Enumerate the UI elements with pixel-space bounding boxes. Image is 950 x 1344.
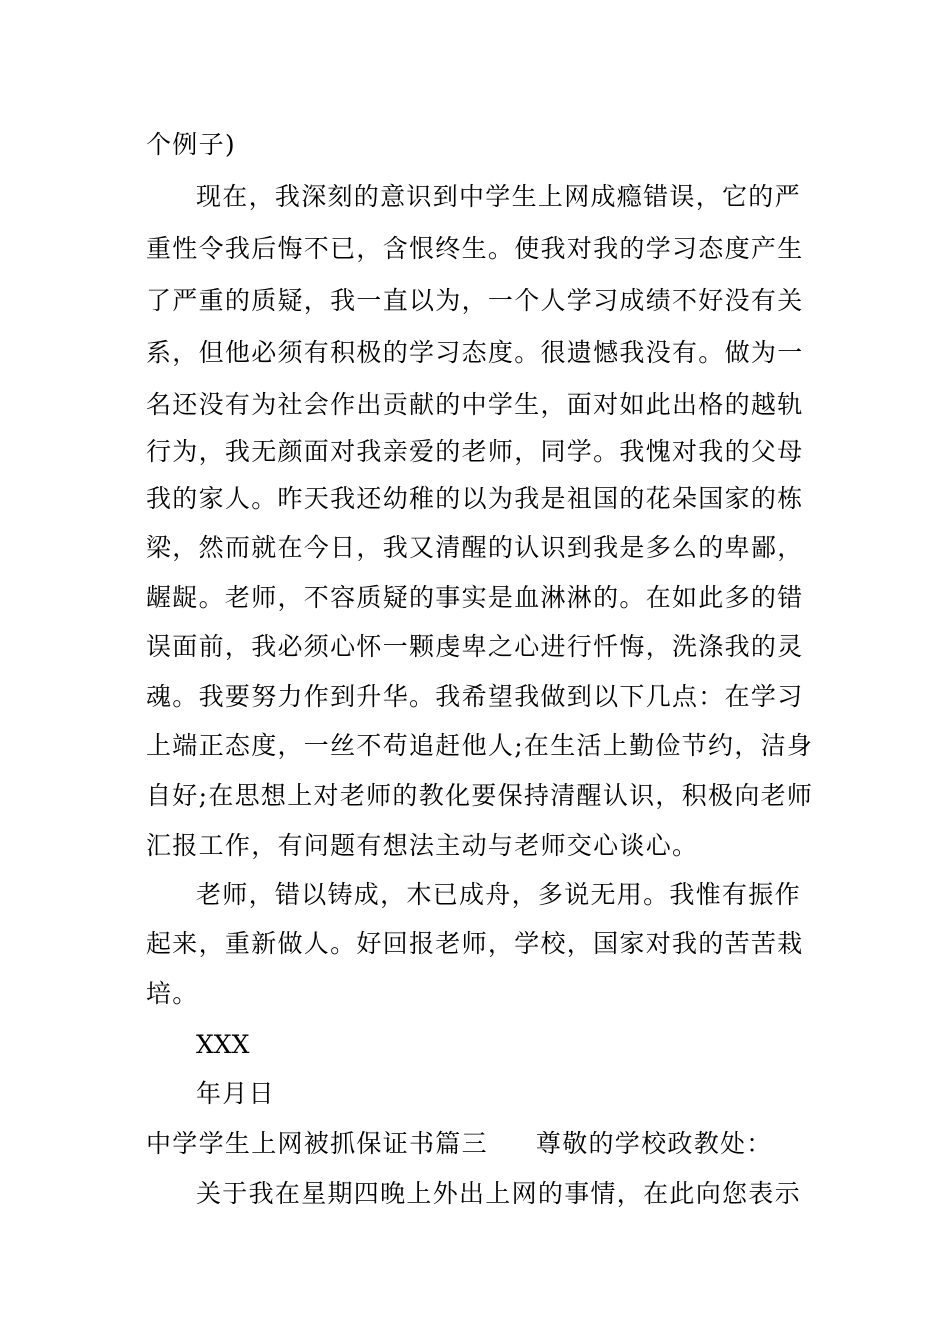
text-line: 龌龊。老师，不容质疑的事实是血淋淋的。在如此多的错 [146, 583, 804, 612]
text-line: 魂。我要努力作到升华。我希望我做到以下几点：在学习 [146, 682, 804, 711]
text-line: 个例子) [146, 130, 236, 159]
text-line: 起来，重新做人。好回报老师，学校，国家对我的苦苦栽 [146, 929, 804, 958]
text-line: 梁，然而就在今日，我又清醒的认识到我是多么的卑鄙， [146, 533, 804, 562]
text-line: 自好;在思想上对老师的教化要保持清醒认识，积极向老师 [146, 781, 814, 810]
paragraph-first-line: 现在，我深刻的意识到中学生上网成瘾错误，它的严 [196, 182, 801, 211]
paragraph-first-line: 关于我在星期四晚上外出上网的事情，在此向您表示 [196, 1179, 801, 1208]
text-line: 培。 [146, 979, 199, 1008]
signature: XXX [196, 1030, 250, 1059]
text-line: 名还没有为社会作出贡献的中学生，面对如此出格的越轨 [146, 390, 804, 419]
text-line: 重性令我后悔不已，含恨终生。使我对我的学习态度产生 [146, 234, 804, 263]
date-line: 年月日 [196, 1079, 275, 1108]
text-line: 系，但他必须有积极的学习态度。很遗憾我没有。做为一 [146, 338, 804, 367]
next-section-heading [146, 1129, 773, 1159]
text-line: 行为，我无颜面对我亲爱的老师，同学。我愧对我的父母 [146, 437, 804, 466]
text-line: 我的家人。昨天我还幼稚的以为我是祖国的花朵国家的栋 [146, 484, 804, 513]
next-section-title: 中学学生上网被抓保证书篇三 [146, 1129, 488, 1158]
text-line: 上端正态度，一丝不苟追赶他人;在生活上勤俭节约，洁身 [146, 731, 814, 760]
text-line: 了严重的质疑，我一直以为，一个人学习成绩不好没有关 [146, 286, 804, 315]
text-line: 误面前，我必须心怀一颗虔卑之心进行忏悔，洗涤我的灵 [146, 632, 804, 661]
next-section-salutation: 尊敬的学校政教处： [535, 1129, 773, 1158]
text-line: 汇报工作，有问题有想法主动与老师交心谈心。 [146, 831, 699, 860]
paragraph-first-line: 老师，错以铸成，木已成舟，多说无用。我惟有振作 [196, 880, 801, 909]
